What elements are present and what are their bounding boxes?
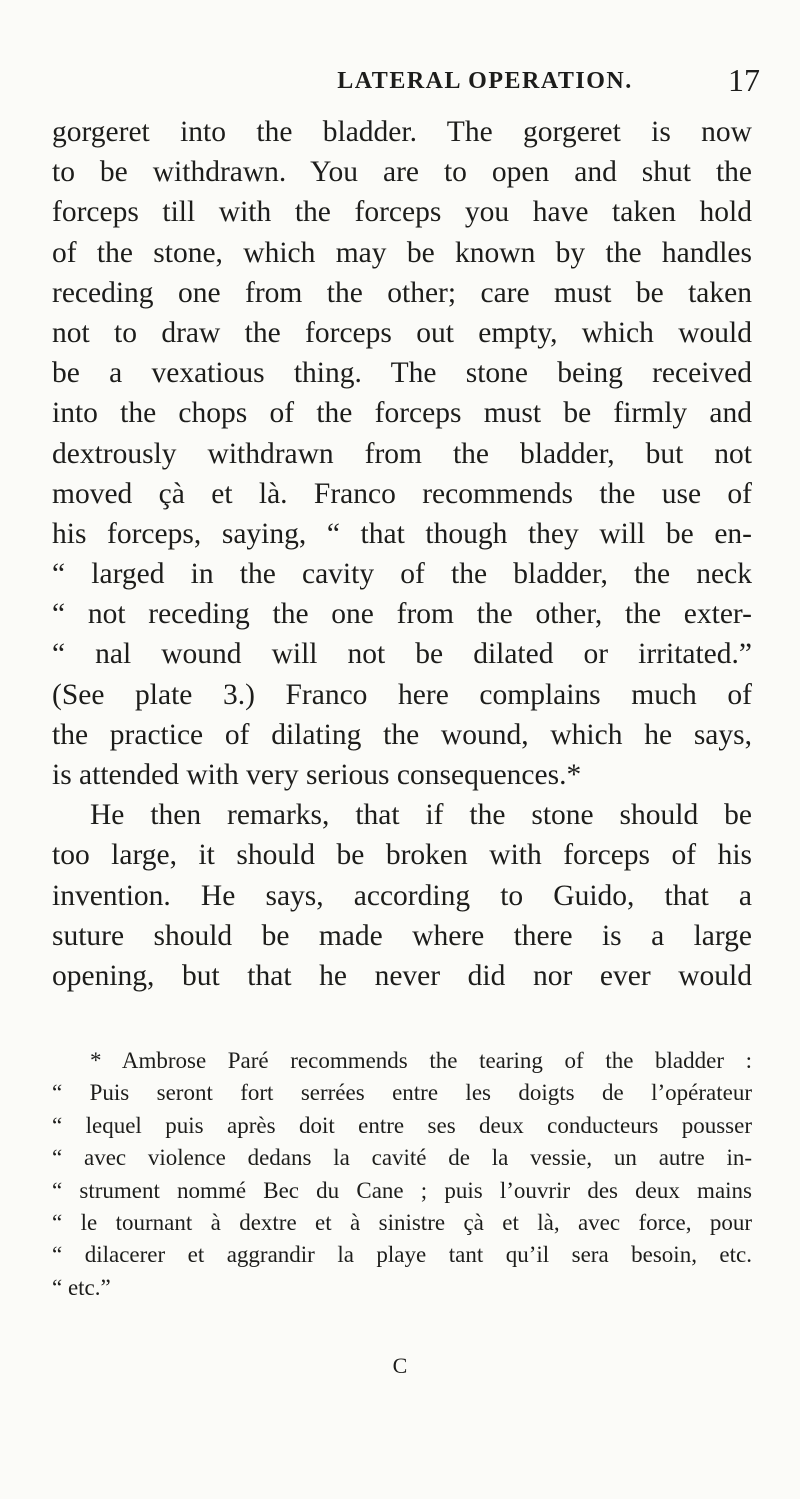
body-line: “ nal wound will not be dilated or irritated.”	[52, 638, 752, 671]
signature-mark: C	[392, 1353, 408, 1378]
footnote-line: “ avec violence dedans la cavité de la vessie, un autre in-	[52, 1145, 752, 1171]
body-line: forceps till with the forceps you have taken hold	[52, 196, 752, 229]
body-line: “ larged in the cavity of the bladder, the neck	[52, 558, 752, 591]
body-line: his forceps, saying, “ that though they will be en-	[52, 517, 752, 550]
footnote-line: “ dilacerer et aggrandir la playe tant qu’il sera besoin, etc.	[52, 1242, 752, 1268]
body-line: the practice of dilating the wound, which he says,	[52, 718, 752, 751]
body-line: be a vexatious thing. The stone being received	[52, 357, 752, 390]
footnote-line: “ etc.”	[52, 1274, 111, 1300]
footnote-line: “ lequel puis après doit entre ses deux conducteurs pousser	[52, 1112, 752, 1138]
body-line: He then remarks, that if the stone should be	[90, 799, 752, 832]
body-line: too large, it should be broken with forceps of his	[52, 839, 752, 872]
footnote-line: “ Puis seront fort serrées entre les doigts de l’opérateur	[52, 1080, 752, 1106]
body-line: receding one from the other; care must be taken	[52, 276, 752, 309]
running-head	[220, 62, 760, 108]
body-line: dextrously withdrawn from the bladder, but not	[52, 437, 752, 470]
body-line: is attended with very serious consequences.*	[52, 759, 582, 791]
footnote-line: * Ambrose Paré recommends the tearing of the bladder :	[90, 1048, 752, 1073]
body-line: invention. He says, according to Guido, that a	[52, 879, 752, 912]
body-line: opening, but that he never did nor ever would	[52, 959, 752, 992]
running-title: LATERAL OPERATION.	[337, 68, 633, 94]
body-line: (See plate 3.) Franco here complains much of	[52, 678, 752, 711]
body-line: of the stone, which may be known by the handles	[52, 236, 752, 269]
footnote	[52, 1045, 752, 1304]
body-line: moved çà et là. Franco recommends the use of	[52, 477, 752, 510]
body-line: gorgeret into the bladder. The gorgeret is now	[52, 116, 752, 148]
page-number: 17	[728, 62, 760, 98]
body-line: “ not receding the one from the other, the exter-	[52, 598, 752, 631]
body-line: not to draw the forceps out empty, which would	[52, 316, 752, 349]
body-line: suture should be made where there is a large	[52, 919, 752, 952]
body-text	[52, 112, 752, 996]
body-line: to be withdrawn. You are to open and shut the	[52, 156, 752, 189]
footnote-line: “ strument nommé Bec du Cane ; puis l’ouvrir des deux mains	[52, 1177, 752, 1203]
footnote-line: “ le tournant à dextre et à sinistre çà et là, avec force, pour	[52, 1209, 752, 1235]
body-line: into the chops of the forceps must be firmly and	[52, 397, 752, 430]
